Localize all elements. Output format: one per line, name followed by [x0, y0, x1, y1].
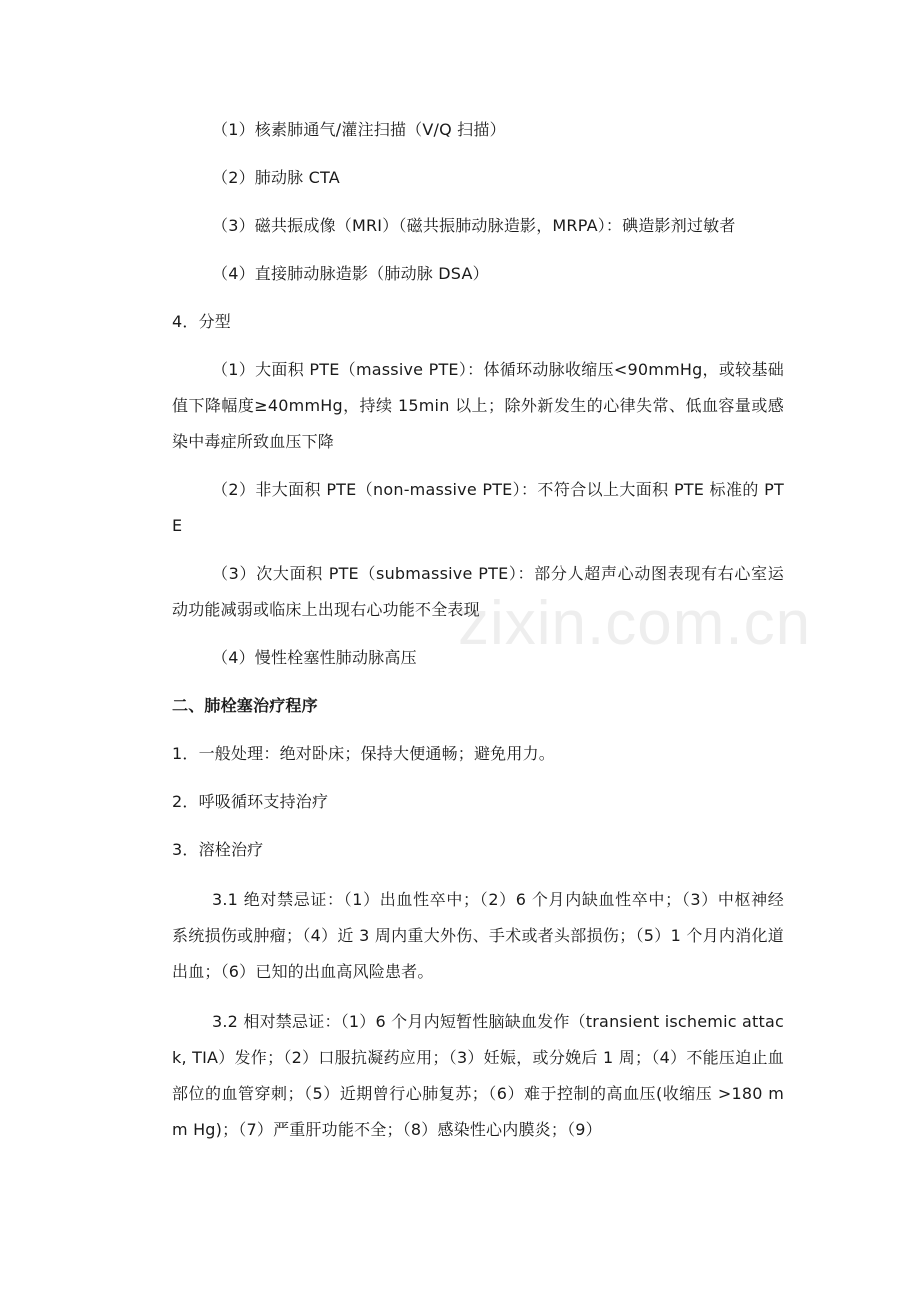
paragraph-cta: （2）肺动脉 CTA — [212, 168, 340, 187]
paragraph-general-care: 1．一般处理：绝对卧床；保持大便通畅；避免用力。 — [172, 744, 555, 763]
paragraph-dsa: （4）直接肺动脉造影（肺动脉 DSA） — [212, 264, 489, 283]
document-body — [172, 112, 784, 1148]
paragraph-relative-contraindications: 3.2 相对禁忌证：（1）6 个月内短暂性脑缺血发作（transient ischemic attack, TIA）发作；（2）口服抗凝药应用；（3）妊娠，或分娩后 1 周；（4）不能压迫止血部位的血管穿刺；（5）近期曾行心肺复苏；（6）难于控制的高血压(收缩压 >180 mm Hg)；（7）严重肝功能不全；（8）感染性心内膜炎；（9） — [172, 1012, 784, 1139]
section-classification: 4．分型 — [172, 312, 231, 331]
watermark: zixin.com.cn — [458, 589, 812, 658]
paragraph-support: 2．呼吸循环支持治疗 — [172, 792, 329, 811]
paragraph-non-massive-pte: （2）非大面积 PTE（non-massive PTE）：不符合以上大面积 PTE 标准的 PTE — [172, 480, 784, 535]
section-heading-treatment: 二、肺栓塞治疗程序 — [172, 696, 318, 715]
paragraph-submassive-pte: （3）次大面积 PTE（submassive PTE）：部分人超声心动图表现有右心室运动功能减弱或临床上出现右心功能不全表现 — [172, 564, 784, 619]
paragraph-absolute-contraindications: 3.1 绝对禁忌证：（1）出血性卒中；（2）6 个月内缺血性卒中；（3）中枢神经系统损伤或肿瘤；（4）近 3 周内重大外伤、手术或者头部损伤；（5）1 个月内消化道出血；（6）已知的出血高风险患者。 — [172, 890, 784, 981]
paragraph-vq-scan: （1）核素肺通气/灌注扫描（V/Q 扫描） — [212, 120, 506, 139]
paragraph-thrombolysis: 3．溶栓治疗 — [172, 840, 264, 859]
paragraph-massive-pte: （1）大面积 PTE（massive PTE）：体循环动脉收缩压<90mmHg，或较基础值下降幅度≥40mmHg，持续 15min 以上；除外新发生的心律失常、低血容量或感染中毒症所致血压下降 — [172, 360, 784, 451]
paragraph-mri: （3）磁共振成像（MRI）（磁共振肺动脉造影，MRPA）：碘造影剂过敏者 — [212, 216, 736, 235]
paragraph-chronic-pte: （4）慢性栓塞性肺动脉高压 — [212, 648, 417, 667]
